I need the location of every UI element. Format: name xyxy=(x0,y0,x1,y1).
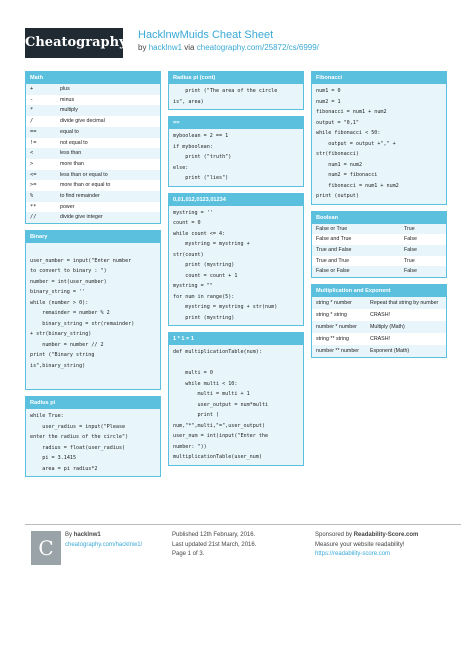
row-value: more than xyxy=(60,160,84,167)
row-value: less than or equal to xyxy=(60,171,108,178)
binary-section xyxy=(25,230,161,390)
table-row xyxy=(26,180,160,191)
code-block: user_number = input("Enter number to convert to binary : ") number = int(user_number) binary_string = '' while (number > 0): remainder = number % 2 binary_string = str(remainder) + str(binary_string) number = number // 2 print ("Binary string is",binary_string) xyxy=(26,243,160,389)
table-row xyxy=(26,127,160,138)
row-key: string * number xyxy=(316,300,352,307)
counting-section xyxy=(168,193,304,327)
row-value: divide give decimal xyxy=(60,118,105,125)
math-table xyxy=(26,84,160,223)
section-title: Math xyxy=(26,72,160,84)
row-key: True and True xyxy=(316,257,350,264)
section-title: Radius pi (cont) xyxy=(169,72,303,84)
row-value: False xyxy=(404,246,417,253)
math-section xyxy=(25,71,161,224)
row-key: number * number xyxy=(316,324,357,331)
row-key: > xyxy=(30,160,34,167)
row-key: <= xyxy=(30,171,37,178)
section-title: Boolean xyxy=(312,212,446,224)
section-title: Binary xyxy=(26,231,160,243)
author-avatar: C xyxy=(31,531,61,565)
row-key: False or False xyxy=(316,268,350,275)
sheet-url-link[interactable]: cheatography.com/25872/cs/6999/ xyxy=(196,43,319,52)
row-value: False xyxy=(404,236,417,243)
section-title: Fibonacci xyxy=(312,72,446,84)
sponsored-by: Sponsored by xyxy=(315,532,353,538)
table-row xyxy=(26,105,160,116)
multiplication-table-section xyxy=(168,332,304,466)
byline xyxy=(138,43,319,52)
code-block: def multiplicationTable(num): multi = 0 while multi < 10: multi = multi + 1 user_output = num*multi print ( num,"*",multi,"=",user_output) user_num = int(input("Enter the number: ")) multiplicationTable(user_num) xyxy=(169,345,303,465)
column-1 xyxy=(25,71,161,483)
table-row xyxy=(312,321,446,333)
footer-sponsor xyxy=(315,531,418,560)
row-key: - xyxy=(30,96,34,103)
section-title: == xyxy=(169,117,303,129)
row-key: == xyxy=(30,128,37,135)
fibonacci-section xyxy=(311,71,447,205)
row-value: not equal to xyxy=(60,139,88,146)
table-row xyxy=(312,266,446,277)
boolean-section xyxy=(311,211,447,279)
boolean-table xyxy=(312,224,446,278)
table-row xyxy=(26,84,160,95)
table-row xyxy=(312,234,446,245)
row-value: True xyxy=(404,225,415,232)
byline-by: by xyxy=(138,43,147,52)
cheatography-logo[interactable]: Cheatography xyxy=(25,28,123,58)
table-row xyxy=(312,256,446,267)
radius-pi-section xyxy=(25,396,161,477)
radius-pi-cont-section xyxy=(168,71,304,110)
sponsor-text: Measure your website readability! xyxy=(315,541,405,548)
row-key: < xyxy=(30,150,34,157)
section-title: 1 * 1 = 1 xyxy=(169,333,303,345)
row-key: False or True xyxy=(316,225,348,232)
row-key: False and True xyxy=(316,236,352,243)
table-row xyxy=(26,159,160,170)
table-row xyxy=(312,345,446,357)
page-count: Page 1 of 3. xyxy=(172,551,205,557)
table-row xyxy=(26,116,160,127)
row-value: Multiply (Math) xyxy=(370,324,405,331)
row-value: multiply xyxy=(60,107,78,114)
row-key: number ** number xyxy=(316,348,359,355)
row-key: string * string xyxy=(316,312,347,319)
table-row xyxy=(26,212,160,223)
row-key: % xyxy=(30,193,34,200)
row-value: CRASH! xyxy=(370,312,391,319)
footer-author-link[interactable]: cheatography.com/hacklnw1/ xyxy=(65,541,143,548)
footer-author xyxy=(65,531,142,550)
footer xyxy=(25,524,461,602)
header xyxy=(0,0,474,62)
row-key: / xyxy=(30,118,34,125)
code-block: num1 = 0 num2 = 1 fibonacci = num1 + num2 output = "0,1" while fibonacci < 50: output = output +"," + str(fibonacci) num1 = num2 num2 = fibonacci fibonacci = num1 + num2 print (output) xyxy=(312,84,446,204)
table-row xyxy=(26,138,160,149)
column-3 xyxy=(311,71,447,364)
author-link[interactable]: hacklnw1 xyxy=(148,43,183,52)
table-row xyxy=(312,333,446,345)
row-key: True and False xyxy=(316,246,352,253)
row-value: to find remainder xyxy=(60,193,100,200)
table-row xyxy=(312,297,446,309)
row-value: equal to xyxy=(60,128,79,135)
section-title: Radius pi xyxy=(26,397,160,409)
footer-dates xyxy=(172,531,256,560)
byline-via: via xyxy=(184,43,195,52)
table-row xyxy=(26,148,160,159)
row-key: // xyxy=(30,214,37,221)
code-block: print ("The area of the circle is", area) xyxy=(169,84,303,109)
footer-author-name: hacklnw1 xyxy=(73,532,101,538)
row-value: more than or equal to xyxy=(60,182,111,189)
code-block: myboolean = 2 == 1 if myboolean: print ("truth") else: print ("lies") xyxy=(169,129,303,186)
published-date: Published 12th February, 2016. xyxy=(172,532,256,538)
row-key: != xyxy=(30,139,37,146)
section-title: Multiplication and Exponent xyxy=(312,285,446,297)
table-row xyxy=(312,245,446,256)
row-key: ** xyxy=(30,203,37,210)
row-value: power xyxy=(60,203,75,210)
multiplication-exponent-section xyxy=(311,284,447,358)
row-value: minus xyxy=(60,96,75,103)
code-block: while True: user_radius = input("Please enter the radius of the circle") radius = float(user_radius) pi = 3.1415 area = pi radius*2 xyxy=(26,409,160,476)
row-key: * xyxy=(30,107,34,114)
row-key: >= xyxy=(30,182,37,189)
footer-by: By xyxy=(65,532,73,538)
row-value: False xyxy=(404,268,417,275)
row-value: less than xyxy=(60,150,82,157)
row-key: + xyxy=(30,86,34,92)
row-value: divide give integer xyxy=(60,214,103,221)
sponsor-name: Readability-Score.com xyxy=(353,532,419,538)
updated-date: Last updated 21st March, 2016. xyxy=(172,541,257,548)
code-block: mystring = '' count = 0 while count <= 4: mystring = mystring + str(count) print (mystring) count = count + 1 mystring = "" for num in range(5): mystring = mystring + str(num) print (mystring) xyxy=(169,206,303,326)
sponsor-link[interactable]: https://readability-score.com xyxy=(315,551,391,557)
row-value: Exponent (Math) xyxy=(370,348,410,355)
row-value: Repeat that string by number xyxy=(370,300,439,307)
column-2 xyxy=(168,71,304,472)
table-row xyxy=(26,170,160,181)
table-row xyxy=(26,191,160,202)
eqeq-section xyxy=(168,116,304,187)
row-key: string ** string xyxy=(316,336,349,343)
row-value: True xyxy=(404,257,415,264)
section-title: 0,01,012,0123,01234 xyxy=(169,194,303,206)
table-row xyxy=(312,309,446,321)
row-value: plus xyxy=(60,86,70,92)
table-row xyxy=(26,95,160,106)
row-value: CRASH! xyxy=(370,336,391,343)
table-row xyxy=(26,202,160,213)
page-title: HacklnwMuids Cheat Sheet xyxy=(138,29,274,41)
table-row xyxy=(312,224,446,235)
multiplication-exponent-table xyxy=(312,297,446,357)
